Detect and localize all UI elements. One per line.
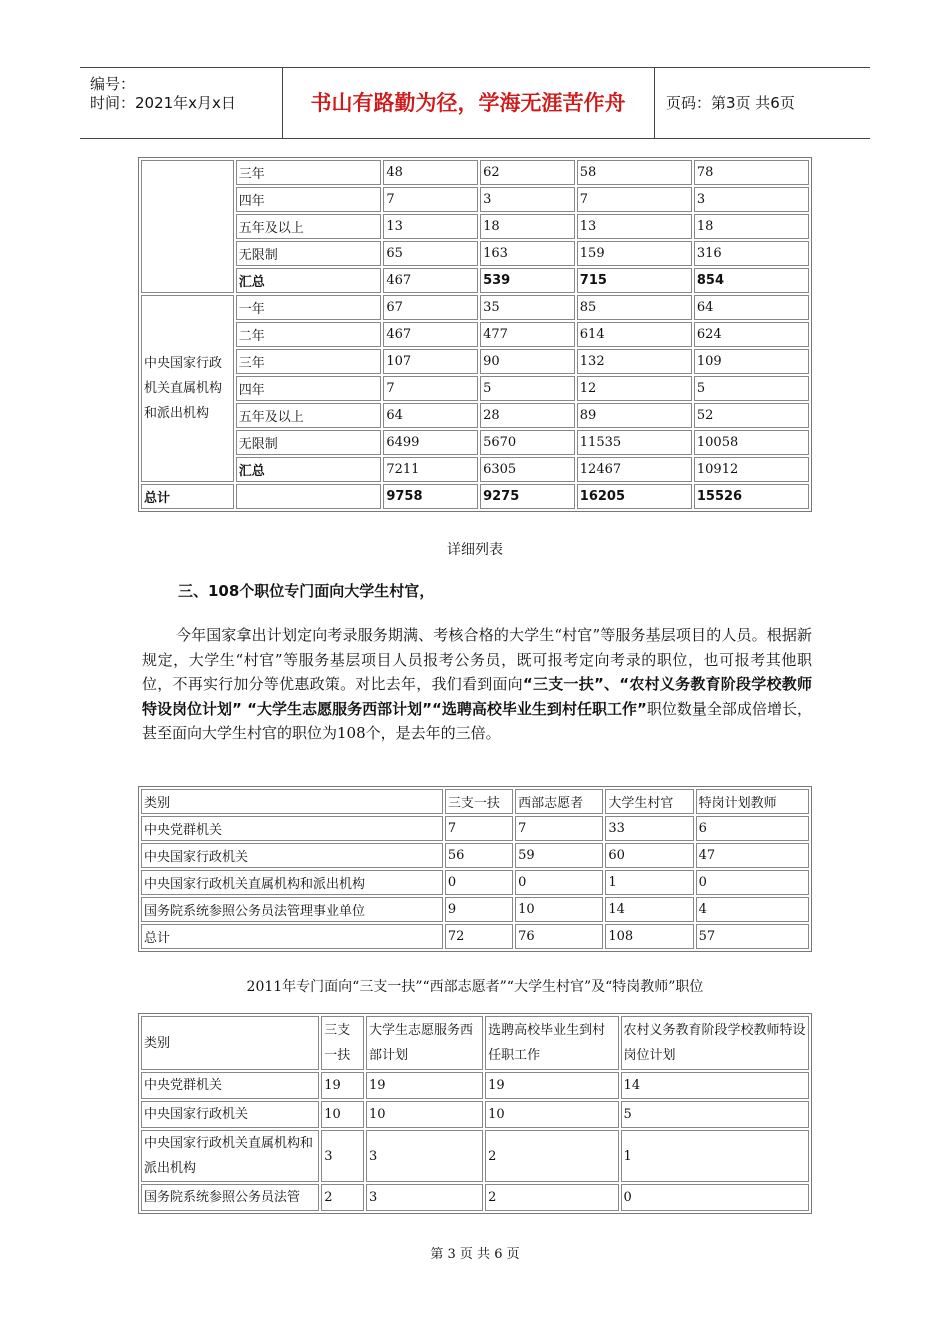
total-value-cell: 16205	[577, 484, 692, 509]
value-cell: 2	[321, 1184, 364, 1211]
value-cell: 3	[694, 187, 809, 212]
value-cell: 52	[694, 403, 809, 428]
value-cell: 3	[480, 187, 575, 212]
value-cell: 64	[383, 403, 478, 428]
value-cell: 316	[694, 241, 809, 266]
table-row	[141, 241, 809, 266]
column-header: 西部志愿者	[515, 789, 603, 814]
column-header: 选聘高校毕业生到村任职工作	[485, 1016, 618, 1070]
value-cell: 60	[605, 843, 693, 868]
value-cell: 13	[577, 214, 692, 239]
column-header: 类别	[141, 1016, 319, 1070]
value-cell: 6305	[480, 457, 575, 482]
column-header: 类别	[141, 789, 443, 814]
value-cell: 10	[515, 897, 603, 922]
value-cell: 64	[694, 295, 809, 320]
value-cell: 163	[480, 241, 575, 266]
category-cell: 总计	[141, 924, 443, 949]
value-cell: 56	[445, 843, 513, 868]
value-cell: 3	[366, 1130, 483, 1182]
table-row	[141, 1072, 809, 1099]
value-cell: 2	[485, 1130, 618, 1182]
value-cell: 89	[577, 403, 692, 428]
village-official-positions-table	[138, 786, 812, 952]
paragraph-text: 今年国家拿出计划定向考录服务期满、考核合格的大学生“村官”等服务基层项目的人员。根据新规定，大学生“村官”等服务基层项目人员报考公务员，既可报考定向考录的职位，也可报考其他职位，不再实行加分等优惠政策。对比去年，我们看到面向	[142, 626, 812, 693]
table-row	[141, 870, 809, 895]
table-row	[141, 484, 809, 509]
value-cell: 14	[605, 897, 693, 922]
value-cell: 12	[577, 376, 692, 401]
value-cell: 10	[321, 1101, 364, 1128]
value-cell: 67	[383, 295, 478, 320]
period-cell: 四年	[236, 187, 382, 212]
paragraph-bold-text: “三支一扶”、“农村义务教育阶段学校教师特设岗位计划” “大学生志愿服务西部计划”“选聘高校毕业生到村任职工作”	[142, 675, 812, 718]
value-cell: 624	[694, 322, 809, 347]
period-cell: 无限制	[236, 241, 382, 266]
value-cell: 10912	[694, 457, 809, 482]
value-cell: 132	[577, 349, 692, 374]
table-row	[141, 897, 809, 922]
value-cell: 72	[445, 924, 513, 949]
value-cell: 7	[383, 376, 478, 401]
value-cell: 7	[383, 187, 478, 212]
value-cell: 0	[696, 870, 809, 895]
table-row	[141, 349, 809, 374]
table-row	[141, 430, 809, 455]
column-header: 农村义务教育阶段学校教师特设岗位计划	[621, 1016, 809, 1070]
value-cell: 109	[694, 349, 809, 374]
category-cell: 国务院系统参照公务员法管	[141, 1184, 319, 1211]
value-cell: 7	[515, 816, 603, 841]
value-cell: 539	[480, 268, 575, 293]
page-header	[80, 67, 870, 139]
value-cell: 7211	[383, 457, 478, 482]
value-cell: 35	[480, 295, 575, 320]
value-cell: 107	[383, 349, 478, 374]
value-cell: 1	[621, 1130, 809, 1182]
value-cell: 58	[577, 160, 692, 185]
table-row	[141, 789, 809, 814]
table-row	[141, 843, 809, 868]
column-header: 大学生村官	[605, 789, 693, 814]
period-cell: 四年	[236, 376, 382, 401]
table-row	[141, 1016, 809, 1070]
table-row	[141, 376, 809, 401]
value-cell: 19	[366, 1072, 483, 1099]
positions-by-period-table	[138, 157, 812, 512]
body-paragraph	[142, 623, 812, 746]
total-value-cell: 9758	[383, 484, 478, 509]
total-value-cell: 15526	[694, 484, 809, 509]
table-row	[141, 322, 809, 347]
value-cell: 11535	[577, 430, 692, 455]
value-cell: 0	[621, 1184, 809, 1211]
period-cell: 五年及以上	[236, 214, 382, 239]
page-footer: 第 3 页 共 6 页	[430, 1247, 520, 1262]
value-cell: 614	[577, 322, 692, 347]
value-cell: 48	[383, 160, 478, 185]
value-cell: 10	[485, 1101, 618, 1128]
value-cell: 10058	[694, 430, 809, 455]
paragraph-text-end: 职位数量全部成倍增长，甚至面向大学生村官的职位为108个，是去年的三倍。	[142, 699, 812, 742]
value-cell: 28	[480, 403, 575, 428]
category-cell: 中央国家行政机关	[141, 1101, 319, 1128]
document-number: 编号：	[90, 75, 136, 93]
table-row	[141, 268, 809, 293]
value-cell: 3	[321, 1130, 364, 1182]
value-cell: 19	[321, 1072, 364, 1099]
value-cell: 5	[480, 376, 575, 401]
value-cell: 4	[696, 897, 809, 922]
value-cell: 1	[605, 870, 693, 895]
period-cell: 汇总	[236, 457, 382, 482]
table-caption-2011: 2011年专门面向“三支一扶”“西部志愿者”“大学生村官”及“特岗教师”职位	[246, 979, 704, 995]
value-cell: 2	[485, 1184, 618, 1211]
category-cell: 国务院系统参照公务员法管理事业单位	[141, 897, 443, 922]
period-cell: 五年及以上	[236, 403, 382, 428]
value-cell: 85	[577, 295, 692, 320]
value-cell: 78	[694, 160, 809, 185]
value-cell: 90	[480, 349, 575, 374]
table-row	[141, 160, 809, 185]
table-row	[141, 1101, 809, 1128]
column-header: 大学生志愿服务西部计划	[366, 1016, 483, 1070]
value-cell: 5	[694, 376, 809, 401]
value-cell: 5670	[480, 430, 575, 455]
group-label-cell	[141, 160, 234, 293]
value-cell: 477	[480, 322, 575, 347]
value-cell: 159	[577, 241, 692, 266]
value-cell: 33	[605, 816, 693, 841]
value-cell: 59	[515, 843, 603, 868]
table-row	[141, 816, 809, 841]
total-label-cell: 总计	[141, 484, 234, 509]
value-cell: 18	[480, 214, 575, 239]
value-cell: 6	[696, 816, 809, 841]
table-row	[141, 187, 809, 212]
column-header: 三支一扶	[445, 789, 513, 814]
period-cell: 汇总	[236, 268, 382, 293]
header-page-info: 页码：第3页 共6页	[666, 94, 795, 112]
column-header: 特岗计划教师	[696, 789, 809, 814]
period-cell: 三年	[236, 160, 382, 185]
value-cell: 65	[383, 241, 478, 266]
value-cell: 62	[480, 160, 575, 185]
table-row	[141, 214, 809, 239]
category-cell: 中央国家行政机关直属机构和派出机构	[141, 1130, 319, 1182]
table-row	[141, 457, 809, 482]
period-cell: 二年	[236, 322, 382, 347]
value-cell: 108	[605, 924, 693, 949]
value-cell: 13	[383, 214, 478, 239]
value-cell: 9	[445, 897, 513, 922]
table-row	[141, 295, 809, 320]
period-cell: 无限制	[236, 430, 382, 455]
category-cell: 中央国家行政机关	[141, 843, 443, 868]
group-label-cell: 中央国家行政机关直属机构和派出机构	[141, 295, 234, 482]
header-motto: 书山有路勤为径，学海无涯苦作舟	[282, 68, 655, 138]
document-time: 时间：2021年x月x日	[90, 94, 236, 112]
value-cell: 18	[694, 214, 809, 239]
value-cell: 7	[577, 187, 692, 212]
category-cell: 中央党群机关	[141, 1072, 319, 1099]
category-cell: 中央党群机关	[141, 816, 443, 841]
positions-2011-table	[138, 1013, 812, 1214]
value-cell: 0	[445, 870, 513, 895]
value-cell: 47	[696, 843, 809, 868]
value-cell: 5	[621, 1101, 809, 1128]
column-header: 三支一扶	[321, 1016, 364, 1070]
table-row	[141, 403, 809, 428]
value-cell: 715	[577, 268, 692, 293]
value-cell: 467	[383, 268, 478, 293]
value-cell: 7	[445, 816, 513, 841]
section-heading: 三、108个职位专门面向大学生村官，	[178, 582, 435, 600]
value-cell: 12467	[577, 457, 692, 482]
value-cell: 6499	[383, 430, 478, 455]
table-row	[141, 1130, 809, 1182]
value-cell: 10	[366, 1101, 483, 1128]
total-value-cell: 9275	[480, 484, 575, 509]
value-cell: 19	[485, 1072, 618, 1099]
table-row	[141, 1184, 809, 1211]
header-meta	[80, 68, 283, 138]
table-row	[141, 924, 809, 949]
value-cell: 854	[694, 268, 809, 293]
value-cell: 76	[515, 924, 603, 949]
period-cell: 三年	[236, 349, 382, 374]
value-cell: 14	[621, 1072, 809, 1099]
value-cell: 0	[515, 870, 603, 895]
table-caption: 详细列表	[447, 542, 503, 558]
value-cell: 3	[366, 1184, 483, 1211]
value-cell: 467	[383, 322, 478, 347]
empty-cell	[236, 484, 382, 509]
value-cell: 57	[696, 924, 809, 949]
period-cell: 一年	[236, 295, 382, 320]
category-cell: 中央国家行政机关直属机构和派出机构	[141, 870, 443, 895]
